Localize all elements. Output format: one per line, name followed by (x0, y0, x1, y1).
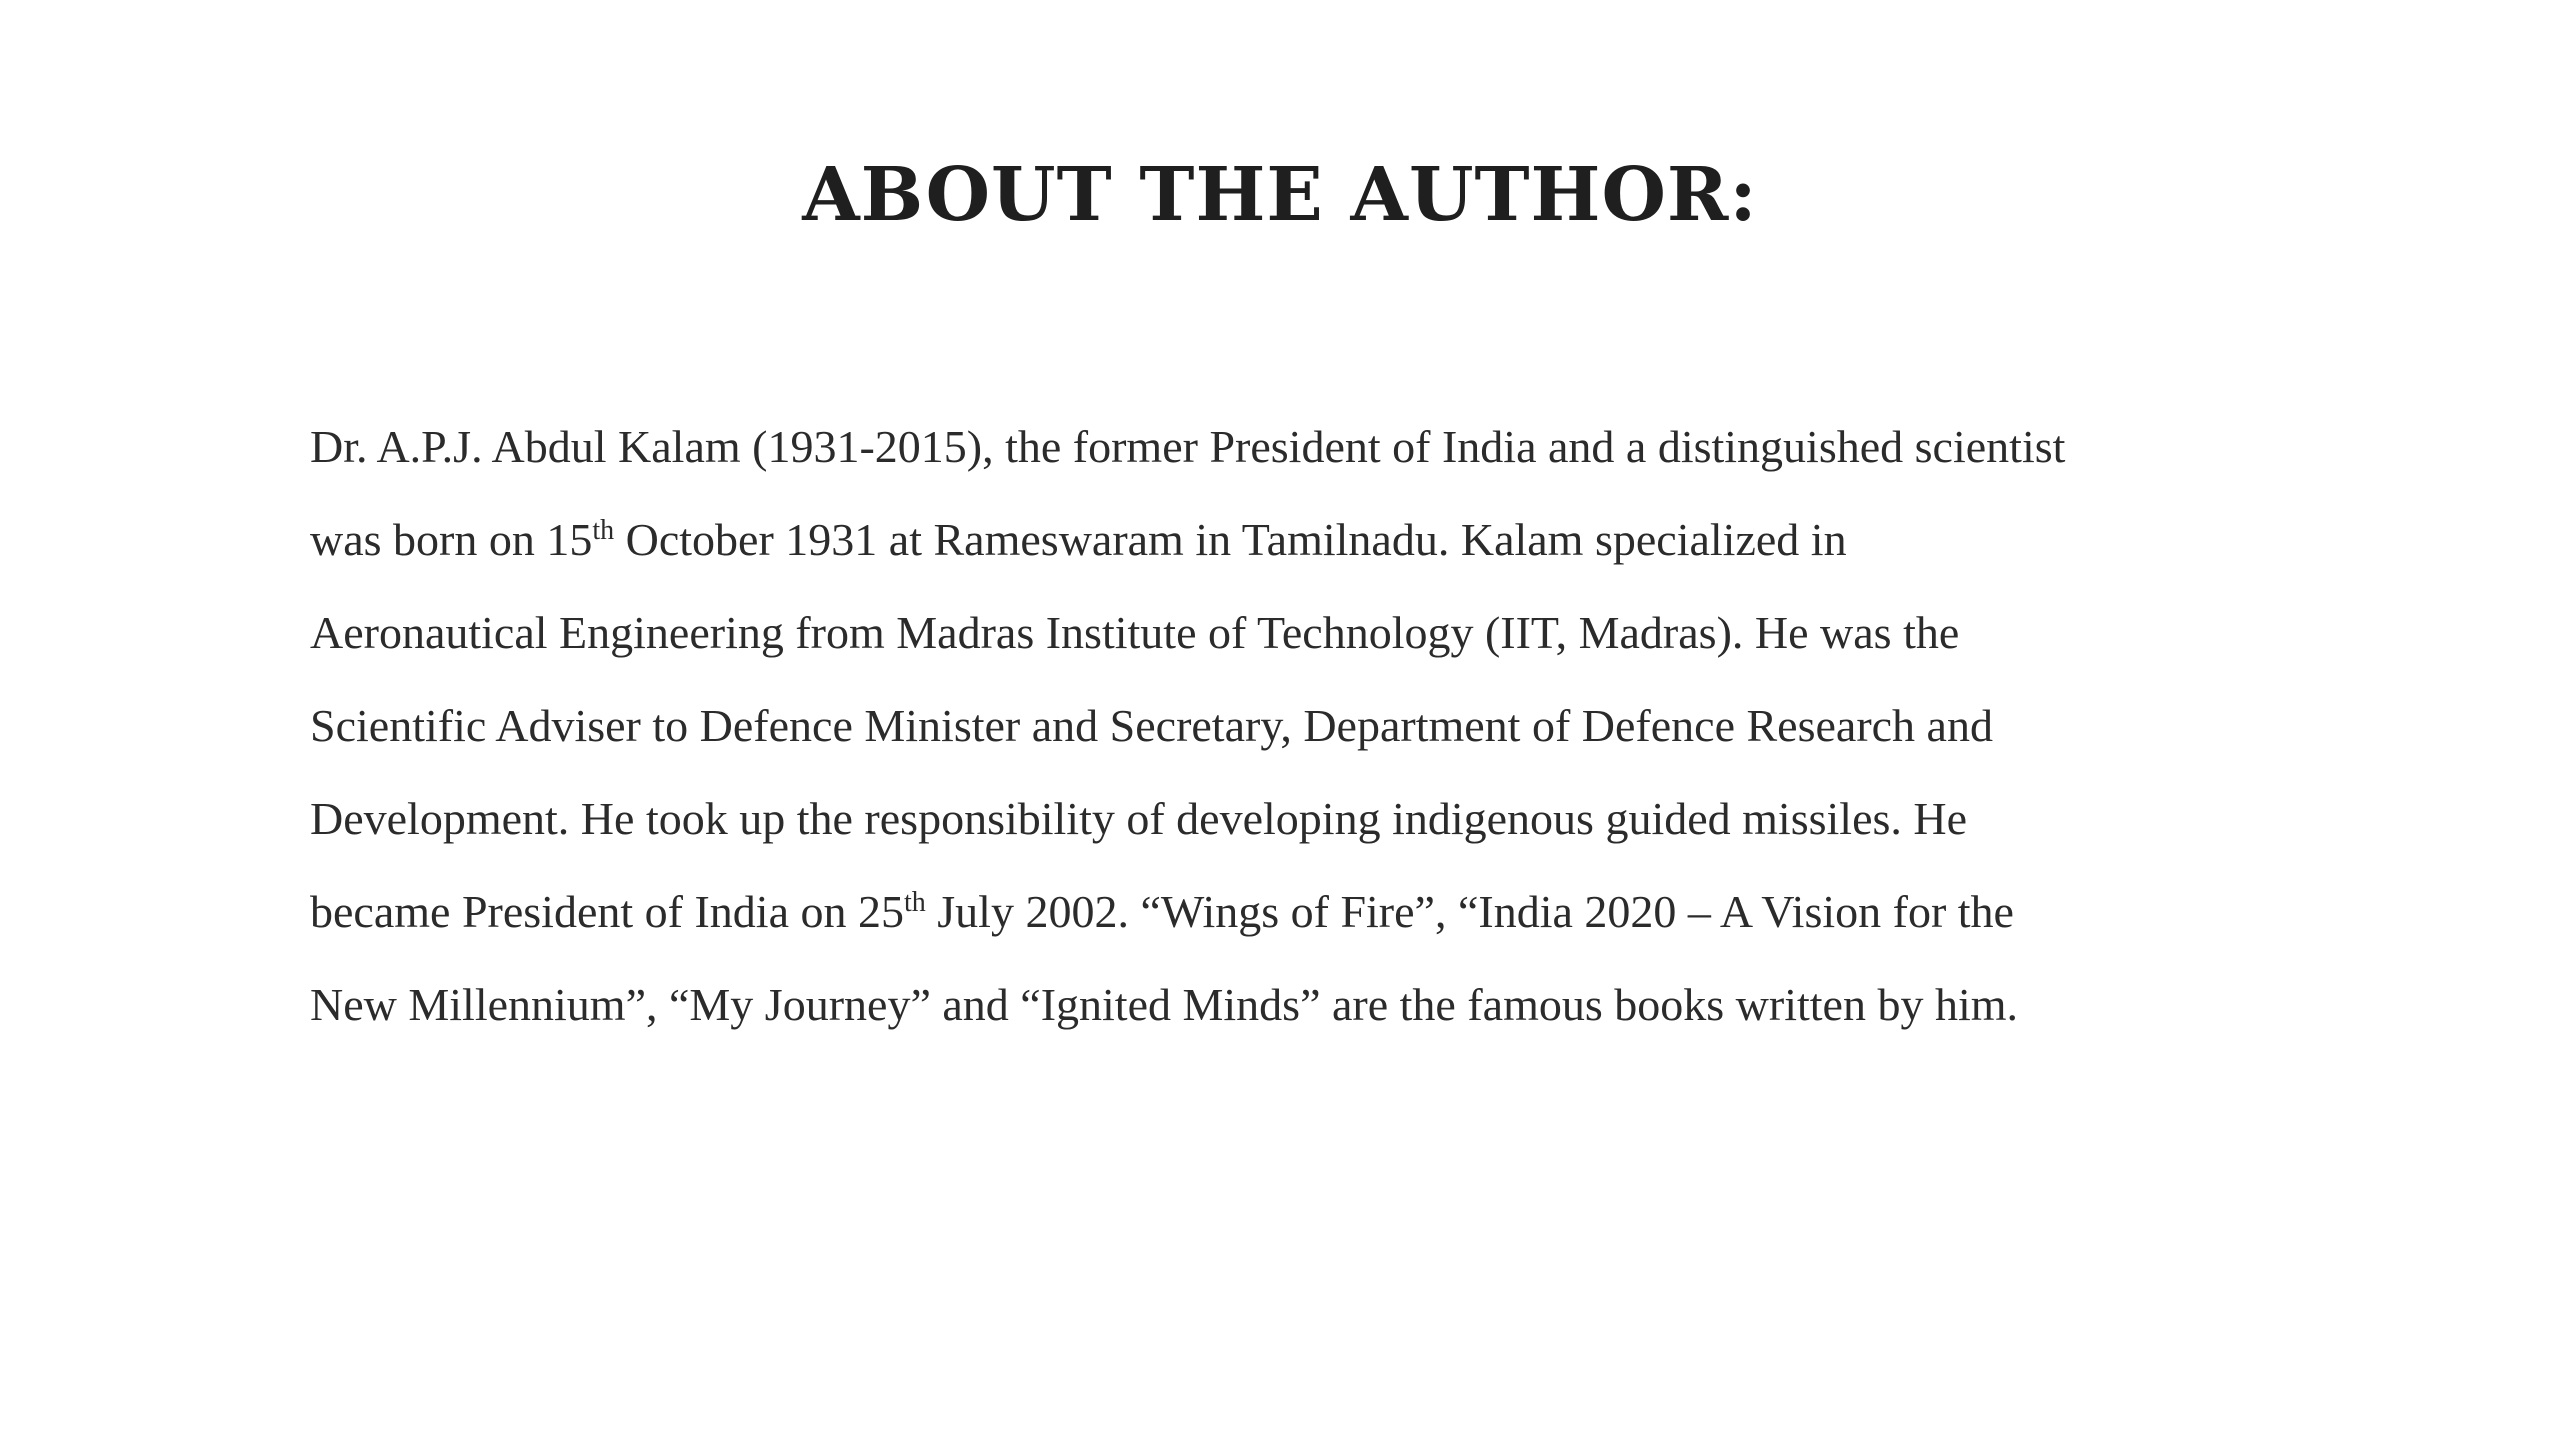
line-2-text-start: was born on 15 (310, 514, 593, 565)
paragraph-line-1: Dr. A.P.J. Abdul Kalam (1931-2015), the former President of India and a distinguished scientist (310, 421, 2066, 472)
ordinal-suffix: th (903, 887, 926, 918)
page-title: ABOUT THE AUTHOR: (802, 152, 1758, 238)
line-6-text-end: July 2002. “Wings of Fire”, “India 2020 – A Vision for the (925, 886, 2014, 937)
paragraph-line-5: Development. He took up the responsibility of developing indigenous guided missiles. He (310, 793, 1968, 844)
paragraph-line-6 (310, 865, 2230, 958)
ordinal-suffix: th (592, 515, 615, 546)
line-6-text-start: became President of India on 25 (310, 886, 904, 937)
paragraph-line-4: Scientific Adviser to Defence Minister and Secretary, Department of Defence Research and (310, 700, 1993, 751)
author-paragraph (310, 400, 2230, 1051)
paragraph-line-7: New Millennium”, “My Journey” and “Ignited Minds” are the famous books written by him. (310, 979, 2019, 1030)
paragraph-line-2 (310, 493, 2230, 586)
paragraph-line-3: Aeronautical Engineering from Madras Institute of Technology (IIT, Madras). He was the (310, 607, 1960, 658)
line-2-text-end: October 1931 at Rameswaram in Tamilnadu. Kalam specialized in (614, 514, 1847, 565)
